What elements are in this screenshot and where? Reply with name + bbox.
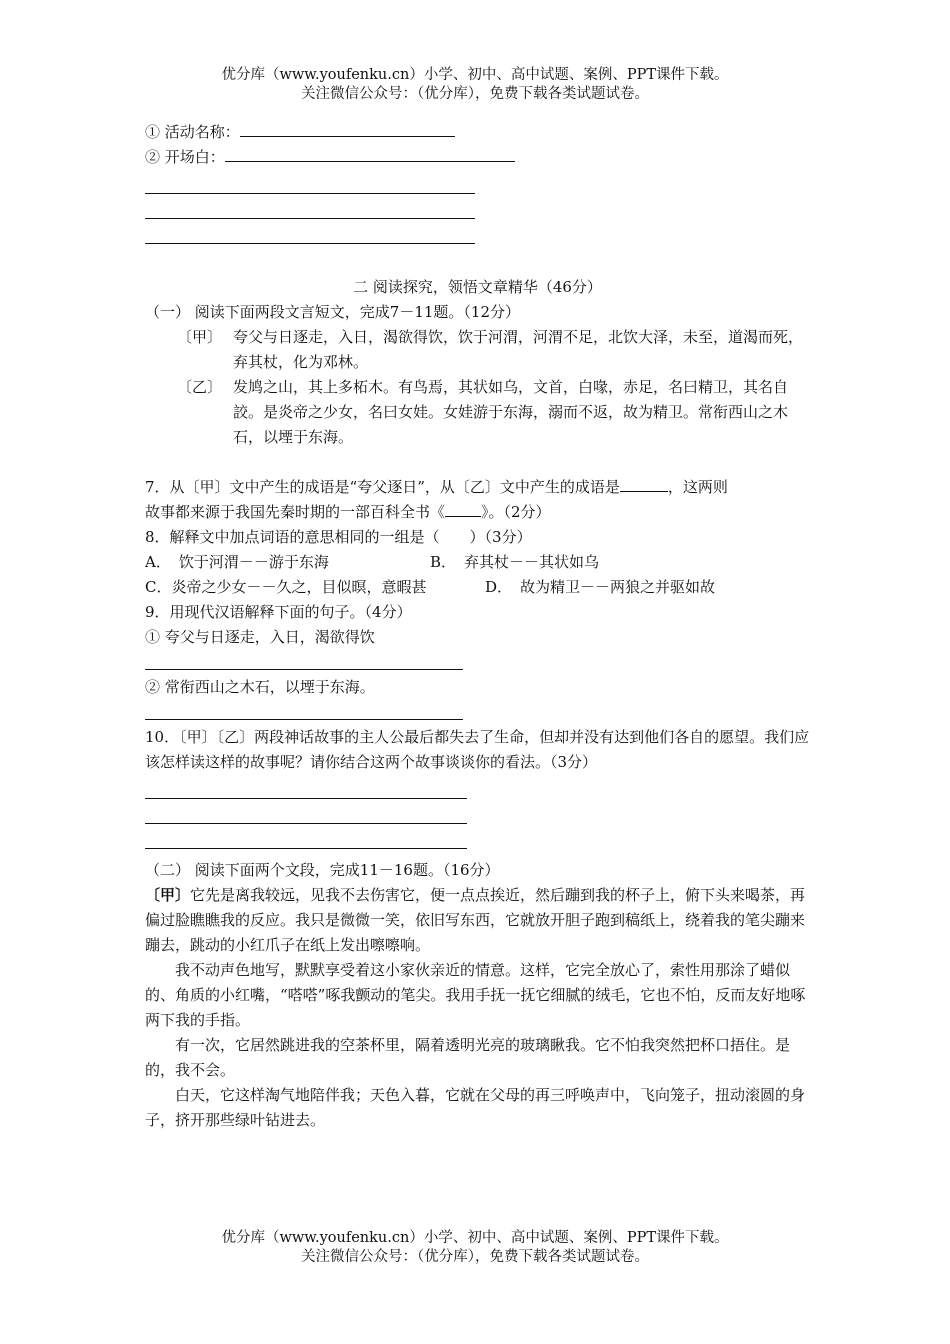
- option-d[interactable]: [485, 575, 715, 600]
- opening-row: [145, 145, 810, 170]
- option-c-text: 炎帝之少女－－久之，目似暝，意暇甚: [171, 578, 427, 596]
- passage-jia-tag: 〔甲〕: [177, 328, 223, 346]
- part2-paragraph-2: 我不动声色地写，默默享受着这小家伙亲近的情意。这样，它完全放心了，索性用那涂了蜡似的、角质的小红嘴，“嗒嗒”啄我颤动的笔尖。我用手抚一抚它细腻的绒毛，它也不怕，反而友好地啄两下我的手指。: [145, 961, 806, 1029]
- answer-line[interactable]: [145, 700, 810, 725]
- answer-line[interactable]: [145, 650, 810, 675]
- question-7: [145, 475, 810, 525]
- q7-text-d: 》。（2分）: [481, 503, 551, 521]
- passage-jia: [145, 325, 810, 375]
- option-a[interactable]: [145, 550, 430, 575]
- answer-line[interactable]: [145, 199, 810, 224]
- q7-blank-book[interactable]: [445, 502, 481, 517]
- part2-title: （二） 阅读下面两个文段，完成11－16题。（16分）: [145, 861, 500, 879]
- opening-blank[interactable]: [225, 147, 515, 162]
- answer-line[interactable]: [145, 804, 810, 829]
- answer-line[interactable]: [145, 224, 810, 249]
- activity-name-blank[interactable]: [240, 122, 455, 137]
- passage-yi-tag: 〔乙〕: [177, 378, 223, 396]
- q7-text-b: ，这两则: [667, 478, 728, 496]
- part2-paragraph-4: 白天，它这样淘气地陪伴我；天色入暮，它就在父母的再三呼唤声中，飞向笼子，扭动滚圆的身子，挤开那些绿叶钻进去。: [145, 1086, 806, 1129]
- footer-line-1: 优分库（www.youfenku.cn）小学、初中、高中试题、案例、PPT课件下载。: [221, 1230, 729, 1246]
- option-d-prefix: D．: [485, 578, 513, 596]
- answer-line[interactable]: [145, 829, 810, 854]
- footer-line-2: 关注微信公众号：（优分库），免费下载各类试题试卷。: [301, 1249, 649, 1265]
- answer-line[interactable]: [145, 779, 810, 804]
- question-8-options-cd: [145, 575, 810, 600]
- question-10: 10．〔甲〕〔乙〕两段神话故事的主人公最后都失去了生命，但却并没有达到他们各自的愿望。我们应该怎样读这样的故事呢？请你结合这两个故事谈谈你的看法。（3分）: [145, 728, 810, 771]
- document-body: [145, 120, 810, 1133]
- q7-text-c: 故事都来源于我国先秦时期的一部百科全书《: [145, 503, 446, 521]
- header-line-2: 关注微信公众号：（优分库），免费下载各类试题试卷。: [301, 86, 649, 102]
- option-d-text: 故为精卫－－两狼之并驱如故: [520, 578, 716, 596]
- question-8-options-ab: [145, 550, 810, 575]
- option-c-prefix: C．: [145, 578, 172, 596]
- option-b[interactable]: [430, 550, 599, 575]
- passage-yi: [145, 375, 810, 450]
- part2-paragraph-1: [145, 883, 810, 958]
- option-b-prefix: B．: [430, 553, 457, 571]
- page-footer: [0, 1229, 950, 1267]
- part2-paragraph-3: 有一次，它居然跳进我的空茶杯里，隔着透明光亮的玻璃瞅我。它不怕我突然把杯口捂住。是的，我不会。: [145, 1036, 791, 1079]
- passage-jia-text: 夸父与日逐走，入日，渴欲得饮，饮于河渭，河渭不足，北饮大泽，未至，道渴而死，弃其杖，化为邓林。: [233, 328, 804, 371]
- passage-yi-text: 发鸠之山，其上多柘木。有鸟焉，其状如乌，文首，白喙，赤足，名曰精卫，其名自詨。是炎帝之少女，名曰女娃。女娃游于东海，溺而不返，故为精卫。常衔西山之木石，以堙于东海。: [233, 378, 789, 446]
- q7-blank-idiom[interactable]: [620, 477, 668, 492]
- section-title: 二 阅读探究，领悟文章精华（46分）: [353, 278, 602, 296]
- header-line-1: 优分库（www.youfenku.cn）小学、初中、高中试题、案例、PPT课件下载。: [221, 67, 729, 83]
- part2-jia-tag: 〔甲〕: [145, 886, 191, 904]
- activity-name-label: ① 活动名称：: [145, 123, 240, 141]
- question-9-item-2: ② 常衔西山之木石，以堙于东海。: [145, 678, 375, 696]
- part1-title: （一） 阅读下面两段文言短文，完成7－11题。（12分）: [145, 303, 520, 321]
- option-a-text: 饮于河渭－－游于东海: [178, 553, 329, 571]
- option-a-prefix: A．: [145, 553, 171, 571]
- opening-label: ② 开场白：: [145, 148, 225, 166]
- question-8-stem: 8．解释文中加点词语的意思相同的一组是（ ）（3分）: [145, 528, 532, 546]
- answer-line[interactable]: [145, 174, 810, 199]
- question-9-item-1: ① 夸父与日逐走，入日，渴欲得饮: [145, 628, 375, 646]
- question-9-stem: 9．用现代汉语解释下面的句子。（4分）: [145, 603, 412, 621]
- option-b-text: 弃其杖－－其状如乌: [464, 553, 600, 571]
- option-c[interactable]: [145, 575, 485, 600]
- q7-text-a: 7．从〔甲〕文中产生的成语是“夸父逐日”，从〔乙〕文中产生的成语是: [145, 478, 620, 496]
- part2-p1-text: 它先是离我较远，见我不去伤害它，便一点点挨近，然后蹦到我的杯子上，俯下头来喝茶，再偏过脸瞧瞧我的反应。我只是微微一笑，依旧写东西，它就放开胆子跑到稿纸上，绕着我的笔尖蹦来蹦去，跳动的小红爪子在纸上发出嚓嚓响。: [145, 886, 806, 954]
- page-header: [0, 66, 950, 104]
- activity-name-row: [145, 120, 810, 145]
